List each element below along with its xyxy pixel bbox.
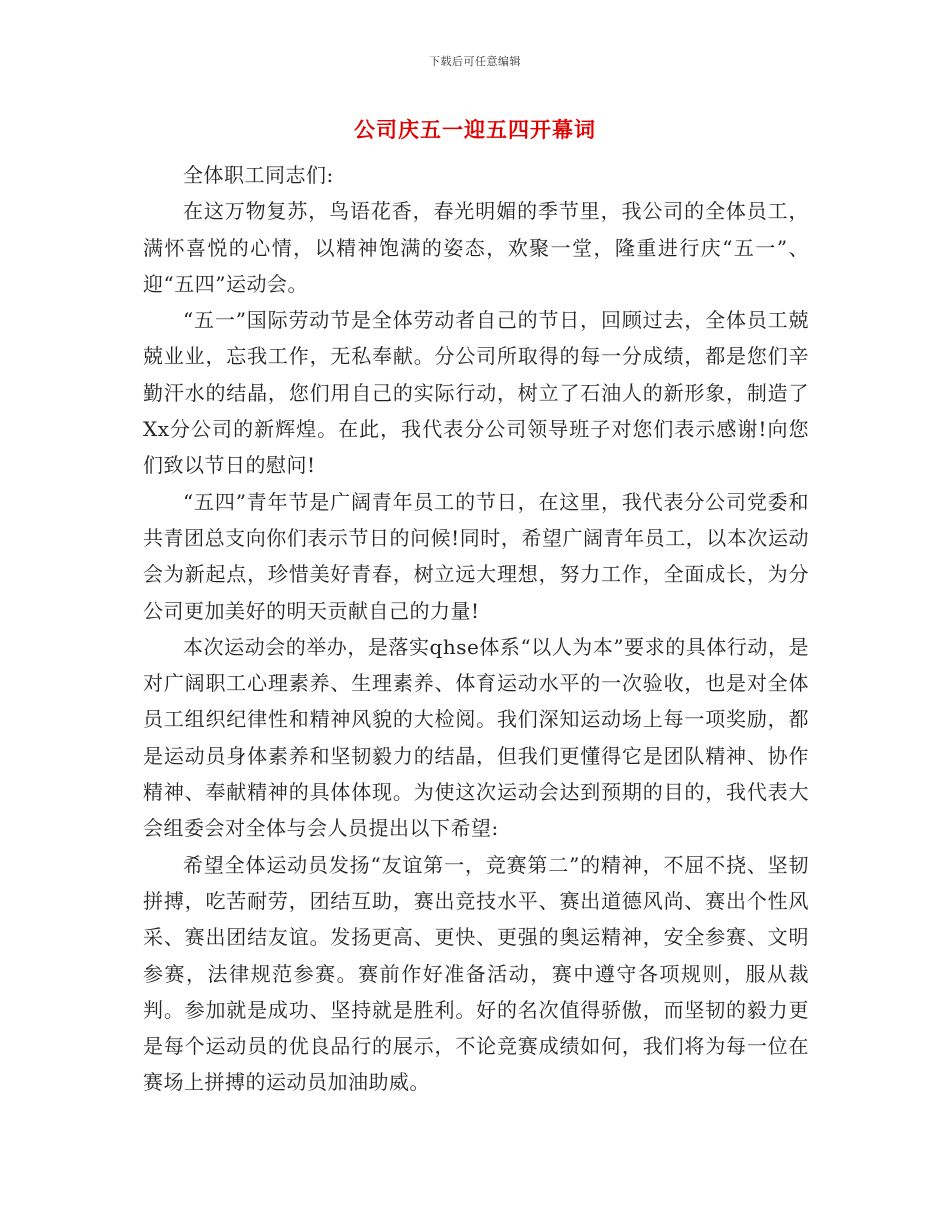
may-day-paragraph: “五一”国际劳动节是全体劳动者自己的节日，回顾过去，全体员工兢兢业业，忘我工作，无私奉献。分公司所取得的每一分成绩，都是您们辛勤汗水的结晶，您们用自己的实际行动，树立了石油人的新形象，制造了Xx分公司的新辉煌。在此，我代表分公司领导班子对您们表示感谢!向您们致以节日的慰问!: [143, 308, 809, 478]
document-body: [143, 157, 809, 1101]
salutation-paragraph: 全体职工同志们:: [183, 163, 334, 187]
youth-day-paragraph: “五四”青年节是广阔青年员工的节日，在这里，我代表分公司党委和共青团总支向你们表示节日的问候!同时，希望广阔青年员工，以本次运动会为新起点，珍惜美好青春，树立远大理想，努力工作，全面成长，为分公司更加美好的明天贡献自己的力量!: [143, 489, 809, 623]
sports-meet-paragraph: 本次运动会的举办，是落实qhse体系“以人为本”要求的具体行动，是对广阔职工心理素养、生理素养、体育运动水平的一次验收，也是对全体员工组织纪律性和精神风貌的大检阅。我们深知运动场上每一项奖励，都是运动员身体素养和坚韧毅力的结晶，但我们更懂得它是团队精神、协作精神、奉献精神的具体体现。为使这次运动会达到预期的目的，我代表大会组委会对全体与会人员提出以下希望:: [143, 634, 809, 841]
document-title: 公司庆五一迎五四开幕词: [354, 117, 596, 142]
athletes-hope-paragraph: 希望全体运动员发扬“友谊第一，竞赛第二”的精神，不屈不挠、坚韧拼搏，吃苦耐劳，团结互助，赛出竞技水平、赛出道德风尚、赛出个性风采、赛出团结友谊。发扬更高、更快、更强的奥运精神，安全参赛、文明参赛，法律规范参赛。赛前作好准备活动，赛中遵守各项规则，服从裁判。参加就是成功、坚持就是胜利。好的名次值得骄傲，而坚韧的毅力更是每个运动员的优良品行的展示，不论竞赛成绩如何，我们将为每一位在赛场上拼搏的运动员加油助威。: [143, 852, 809, 1095]
header-note: 下载后可任意编辑: [429, 55, 521, 68]
opening-paragraph: 在这万物复苏，鸟语花香，春光明媚的季节里，我公司的全体员工，满怀喜悦的心情，以精神饱满的姿态，欢聚一堂，隆重进行庆“五一”、迎“五四”运动会。: [143, 199, 809, 296]
